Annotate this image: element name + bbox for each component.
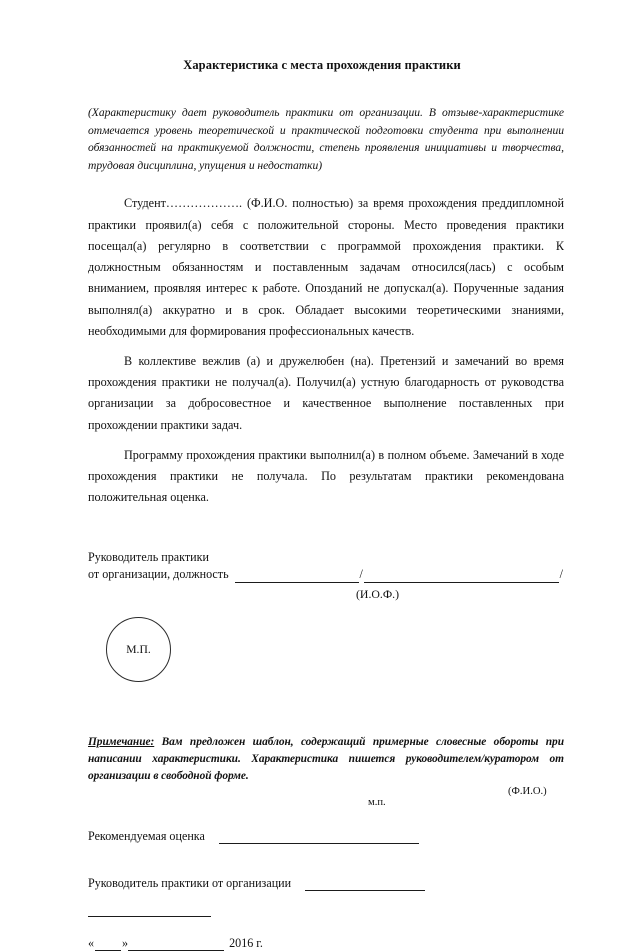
- signature-separator-2: /: [559, 566, 563, 581]
- footer-supervisor-field[interactable]: [305, 879, 425, 891]
- recommended-grade-label: Рекомендуемая оценка: [88, 828, 205, 843]
- intro-instruction-note: (Характеристику дает руководитель практики от организации. В отзыве-характеристике отмечается уровень теоретической и практической подготовки студента при выполнении обязанностей на практикуемой должности, степень проявления инициативы и творчества, трудовая дисциплина, упущения и недостатки): [88, 106, 564, 172]
- date-quote-open: «: [88, 935, 95, 950]
- date-day-field[interactable]: [95, 939, 121, 951]
- signature-name-field[interactable]: [364, 571, 559, 583]
- footer-supervisor-field-2[interactable]: [88, 905, 211, 917]
- body-paragraph-1: Студент………………. (Ф.И.О. полностью) за время прохождения преддипломной практики проявил(а) себя с положительной стороны. Место проведения практики посещал(а) регулярно в соответствии с программой прохождения практики. К должностным обязанностям и поставленным задачам относился(лась) с особым вниманием, проявляя интерес к работе. Опозданий не допускал(а). Порученные задания выполнял(а) аккуратно и в срок. Обладает высокими теоретическими знаниями, необходимыми для формирования профессиональных качеств.: [88, 196, 564, 338]
- signature-line-1: [88, 549, 564, 566]
- signature-line-2: [88, 566, 564, 583]
- signature-role-label: Руководитель практики: [88, 549, 209, 564]
- remark-body-text: Вам предложен шаблон, содержащий примерные словесные обороты при написании характеристики. Характеристика пишется руководителем/куратором от организации в свободной форме.: [88, 735, 564, 782]
- body-paragraph-3: Программу прохождения практики выполнил(а) в полном объеме. Замечаний в ходе прохождения практики не получала. По результатам практики рекомендована положительная оценка.: [88, 447, 564, 505]
- footer-stamp-label: м.п.: [368, 797, 386, 808]
- signature-iof-label: (И.О.Ф.): [356, 586, 400, 601]
- remark-lead-label: Примечание:: [88, 735, 155, 748]
- stamp-circle-icon: [106, 617, 171, 682]
- date-month-field[interactable]: [128, 939, 224, 951]
- page-title: Характеристика с места прохождения практики: [183, 58, 461, 72]
- signature-separator-1: /: [359, 566, 363, 581]
- signature-position-field[interactable]: [235, 571, 359, 583]
- footer-date-row: [88, 922, 564, 951]
- recommended-grade-field[interactable]: [219, 832, 419, 844]
- remark-note: [88, 682, 564, 785]
- stamp-area: [88, 603, 564, 682]
- recommended-grade-row: [88, 785, 564, 844]
- date-year-label: 2016 г.: [229, 935, 263, 950]
- footer-supervisor-label: Руководитель практики от организации: [88, 875, 292, 890]
- body-paragraph-2: В коллективе вежлив (а) и дружелюбен (на). Претензий и замечаний во время прохождения практики не получал(а). Получил(а) устную благодарность от руководства организации за добросовестное и качественное выполнение поставленных при прохождении практики задач.: [88, 353, 564, 432]
- stamp-label: М.П.: [126, 642, 151, 656]
- footer-fio-label: (Ф.И.О.): [508, 786, 547, 797]
- date-quote-close: »: [122, 935, 129, 950]
- signature-block: [88, 509, 564, 603]
- footer-supervisor-row: [88, 844, 564, 891]
- footer-supervisor-row-2: [88, 891, 564, 922]
- signature-position-label: от организации, должность: [88, 566, 229, 581]
